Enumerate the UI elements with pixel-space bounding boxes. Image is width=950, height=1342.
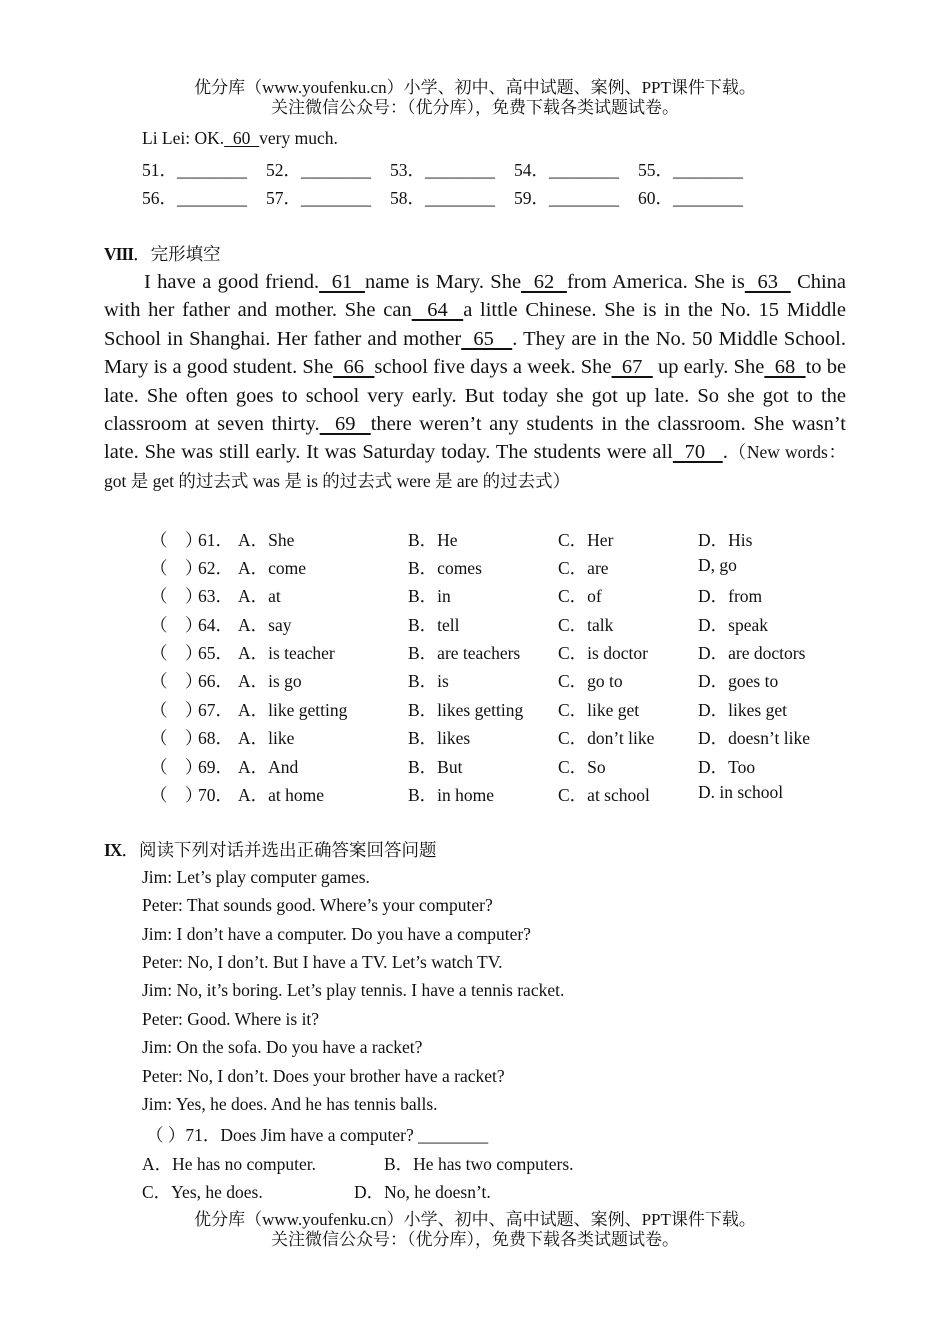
answer-paren: （ ）: [150, 700, 203, 720]
option-c: C．is doctor: [558, 643, 648, 663]
question-71-option-a: A．He has no computer.: [142, 1154, 316, 1174]
option-d: D．His: [698, 530, 753, 550]
dialog-line: Peter: That sounds good. Where’s your computer?: [142, 895, 493, 915]
answer-paren: （ ）: [150, 615, 203, 635]
header-line-1: 优分库（www.youfenku.cn）小学、初中、高中试题、案例、PPT课件下载。: [194, 78, 756, 97]
option-c: C．are: [558, 558, 609, 578]
answer-paren: （ ）: [150, 785, 203, 805]
blank-60: 60: [224, 128, 260, 148]
passage-text: a little Chinese. She is in the No. 15 Middle School in Shanghai. Her father and mother: [104, 299, 847, 350]
option-c: C．at school: [558, 785, 650, 805]
section-9-numeral: IX: [104, 840, 122, 860]
option-d: D. in school: [698, 782, 784, 802]
blank-63: 63: [744, 271, 791, 293]
section-9-label: ．阅读下列对话并选出正确答案回答问题: [121, 840, 437, 860]
dialog-last-line: [142, 128, 338, 149]
answer-paren: （ ）: [150, 757, 203, 777]
option-b: B．are teachers: [408, 643, 521, 663]
answer-blank: 58．________: [390, 188, 495, 208]
passage-text: school five days a week. She: [374, 356, 612, 379]
option-b: B．He: [408, 530, 458, 550]
answer-paren: （ ）: [150, 530, 203, 550]
option-b: B．But: [408, 757, 463, 777]
question-number: 69．: [198, 757, 233, 777]
dialog-line: Peter: No, I don’t. But I have a TV. Let’s watch TV.: [142, 952, 503, 972]
question-number: 70．: [198, 785, 233, 805]
option-a: A．is go: [238, 671, 302, 691]
option-a: A．at: [238, 586, 281, 606]
answer-blank: 52．________: [266, 160, 371, 180]
option-b: B．likes: [408, 728, 471, 748]
option-b: B．is: [408, 671, 449, 691]
answer-paren: （ ）: [150, 586, 203, 606]
passage-text: . They are in the No. 50 Middle School. Mary is a good student. She: [104, 327, 847, 379]
option-b: B．in home: [408, 785, 495, 805]
option-d: D．doesn’t like: [698, 728, 810, 748]
question-71-option-d: D．No, he doesn’t.: [354, 1182, 491, 1202]
blank-62: 62: [521, 271, 567, 293]
dialog-line: Jim: I don’t have a computer. Do you have a computer?: [142, 924, 531, 944]
header-line-2: 关注微信公众号：（优分库），免费下载各类试题试卷。: [271, 98, 679, 117]
answer-blank: 51．________: [142, 160, 247, 180]
passage-text: there weren’t any students in the classroom. She wasn’t late. She was still early. It was Saturday today. The students were all: [104, 413, 846, 464]
answer-blank: 56．________: [142, 188, 247, 208]
option-a: A．at home: [238, 785, 325, 805]
option-a: A．like getting: [238, 700, 348, 720]
option-c: C．So: [558, 757, 606, 777]
blank-67: 67: [611, 356, 653, 379]
question-71-option-b: B．He has two computers.: [384, 1154, 574, 1174]
option-a: A．like: [238, 728, 295, 748]
dialog-line: Jim: Let’s play computer games.: [142, 867, 370, 887]
question-number: 67．: [198, 700, 233, 720]
option-b: B．in: [408, 586, 451, 606]
passage-text: from America. She is: [566, 271, 745, 293]
option-c: C．talk: [558, 615, 614, 635]
question-number: 62．: [198, 558, 233, 578]
blank-68: 68: [764, 356, 806, 379]
dialog-line: Jim: Yes, he does. And he has tennis balls.: [142, 1094, 438, 1114]
question-71-option-c: C．Yes, he does.: [142, 1182, 263, 1202]
dialog-line: Jim: On the sofa. Do you have a racket?: [142, 1037, 423, 1057]
question-number: 66．: [198, 671, 233, 691]
question-number: 61．: [198, 530, 233, 550]
passage-text: .: [722, 441, 728, 464]
section-8-numeral: VIII: [104, 244, 134, 264]
section-8-title: [104, 241, 221, 266]
cloze-passage: [104, 268, 846, 495]
footer-line-2: 关注微信公众号：（优分库），免费下载各类试题试卷。: [271, 1230, 679, 1249]
answer-paren: （ ）: [150, 643, 203, 663]
option-b: B．tell: [408, 615, 460, 635]
passage-text: China with her father and mother. She can: [104, 271, 847, 322]
answer-blank: 60．________: [638, 188, 743, 208]
question-number: 65．: [198, 643, 233, 663]
answer-paren: （ ）: [150, 728, 203, 748]
page-header: [0, 78, 950, 118]
blank-69: 69: [319, 413, 371, 436]
option-c: C．don’t like: [558, 728, 655, 748]
option-d: D．goes to: [698, 671, 779, 691]
answer-blank: 59．________: [514, 188, 619, 208]
blank-66: 66: [333, 356, 375, 379]
passage-text: up early. She: [657, 356, 765, 379]
blank-61: 61: [319, 271, 365, 293]
option-b: B．likes getting: [408, 700, 524, 720]
question-number: 63．: [198, 586, 233, 606]
blank-65: 65: [461, 327, 513, 350]
page-footer: [0, 1210, 950, 1250]
option-a: A．say: [238, 615, 292, 635]
section-9-title: [104, 837, 436, 862]
option-d: D．from: [698, 586, 763, 606]
footer-line-1: 优分库（www.youfenku.cn）小学、初中、高中试题、案例、PPT课件下载。: [194, 1210, 756, 1229]
option-c: C．of: [558, 586, 602, 606]
option-a: A．And: [238, 757, 299, 777]
option-a: A．is teacher: [238, 643, 335, 663]
option-b: B．comes: [408, 558, 482, 578]
passage-note: （New words：got 是 get 的过去式 was 是 is 的过去式 were 是 are 的过去式）: [104, 442, 846, 491]
dialog-line: Peter: No, I don’t. Does your brother have a racket?: [142, 1066, 505, 1086]
option-d: D．likes get: [698, 700, 787, 720]
dialog-last-suffix: very much.: [259, 128, 338, 148]
blank-64: 64: [411, 299, 464, 322]
answer-blank: 57．________: [266, 188, 371, 208]
passage-text: name is Mary. She: [364, 271, 522, 293]
option-c: C．go to: [558, 671, 623, 691]
passage-text: to be late. She often goes to school very early. But today she got up late. So she got to the classroom at seven thirty.: [104, 356, 847, 436]
answer-row-1: [142, 157, 762, 182]
section-8-label: ．完形填空: [133, 244, 221, 264]
option-d: D．speak: [698, 615, 768, 635]
answer-paren: （ ）: [150, 671, 203, 691]
blank-70: 70: [672, 441, 723, 464]
answer-blank: 53．________: [390, 160, 495, 180]
passage-text: I have a good friend.: [144, 271, 320, 293]
dialog-last-prefix: Li Lei: OK.: [142, 128, 225, 148]
question-number: 64．: [198, 615, 233, 635]
question-number: 68．: [198, 728, 233, 748]
option-a: A．come: [238, 558, 307, 578]
option-d: D, go: [698, 555, 737, 575]
dialog-line: Jim: No, it’s boring. Let’s play tennis. I have a tennis racket.: [142, 980, 565, 1000]
option-d: D．are doctors: [698, 643, 806, 663]
answer-paren: （ ）: [150, 558, 203, 578]
dialog-line: Peter: Good. Where is it?: [142, 1009, 320, 1029]
answer-blank: 54．________: [514, 160, 619, 180]
answer-row-2: [142, 185, 762, 210]
option-a: A．She: [238, 530, 295, 550]
option-d: D．Too: [698, 757, 756, 777]
question-71: （ ）71．Does Jim have a computer? ________: [146, 1125, 489, 1145]
option-c: C．Her: [558, 530, 614, 550]
option-c: C．like get: [558, 700, 640, 720]
answer-blank: 55．________: [638, 160, 743, 180]
